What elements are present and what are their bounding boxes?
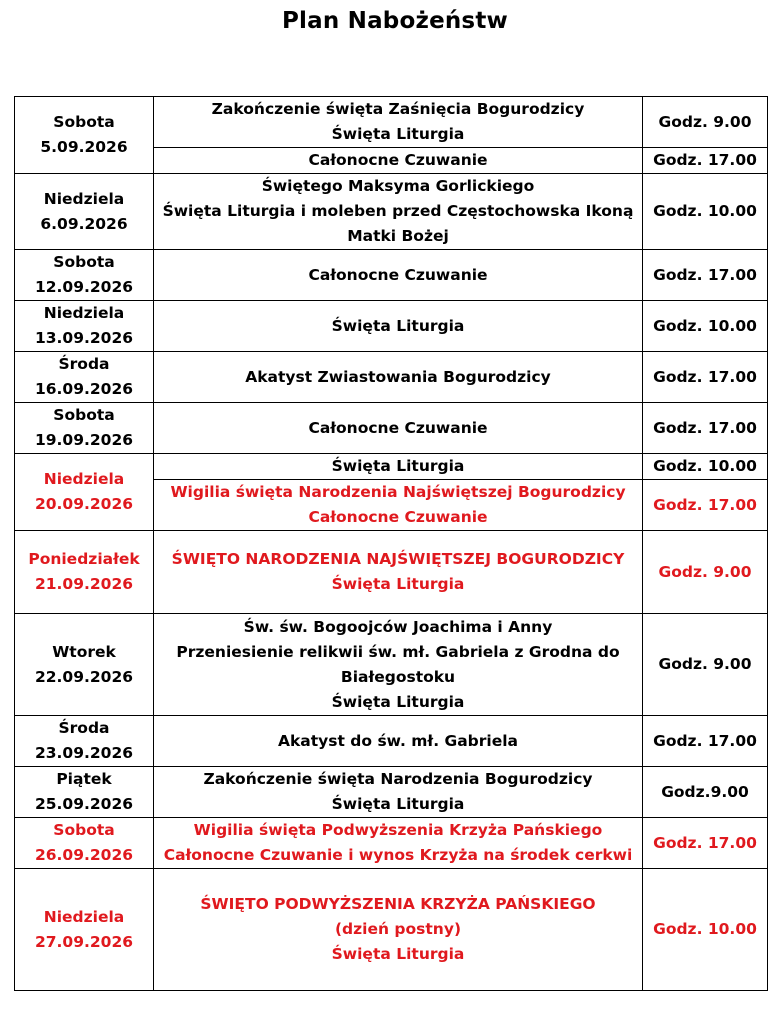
day-name: Sobota	[53, 113, 115, 131]
table-row	[15, 352, 768, 403]
table-row	[15, 250, 768, 301]
service-line: ŚWIĘTO NARODZENIA NAJŚWIĘTSZEJ BOGURODZICY	[171, 550, 625, 568]
time-cell: Godz. 9.00	[643, 97, 768, 148]
date-cell	[15, 767, 154, 818]
service-line: Święta Liturgia i moleben przed Częstochowska Ikoną	[162, 202, 634, 220]
table-row	[15, 869, 768, 991]
service-cell	[154, 148, 643, 174]
date: 5.09.2026	[40, 138, 128, 156]
table-row	[15, 174, 768, 250]
service-cell	[154, 454, 643, 480]
service-line: Święta Liturgia	[331, 945, 465, 963]
date-cell	[15, 250, 154, 301]
date: 16.09.2026	[34, 380, 134, 398]
service-line: Akatyst do św. mł. Gabriela	[278, 731, 518, 750]
date: 23.09.2026	[34, 744, 134, 762]
date: 6.09.2026	[40, 214, 128, 233]
service-line: Całonocne Czuwanie	[308, 265, 488, 284]
date: 25.09.2026	[34, 795, 134, 813]
date: 19.09.2026	[34, 431, 134, 449]
table-row	[15, 614, 768, 716]
time-cell: Godz.9.00	[643, 767, 768, 818]
day-name: Środa	[58, 719, 110, 737]
date-cell	[15, 174, 154, 250]
table-row	[15, 767, 768, 818]
service-line: ŚWIĘTO PODWYŻSZENIA KRZYŻA PAŃSKIEGO	[200, 895, 596, 913]
day-name: Niedziela	[43, 470, 125, 488]
service-line: Święta Liturgia	[331, 575, 465, 593]
service-line: Zakończenie święta Narodzenia Bogurodzicy	[203, 770, 593, 788]
service-cell	[154, 174, 643, 250]
service-cell	[154, 818, 643, 869]
date-cell	[15, 352, 154, 403]
date: 21.09.2026	[34, 575, 134, 593]
service-cell	[154, 480, 643, 531]
service-line: Zakończenie święta Zaśnięcia Bogurodzicy	[211, 100, 585, 118]
time-cell: Godz. 17.00	[643, 818, 768, 869]
date-cell	[15, 403, 154, 454]
service-cell	[154, 531, 643, 614]
service-line: Białegostoku	[340, 667, 456, 686]
time-cell: Godz. 17.00	[643, 250, 768, 301]
date-cell	[15, 869, 154, 991]
time-cell: Godz. 17.00	[643, 352, 768, 403]
service-line: Matki Bożej	[347, 227, 449, 245]
day-name: Środa	[58, 355, 110, 373]
table-row	[15, 531, 768, 614]
day-name: Piątek	[56, 770, 112, 788]
date-cell	[15, 301, 154, 352]
table-row	[15, 454, 768, 480]
table-row	[15, 97, 768, 148]
time-cell: Godz. 17.00	[643, 148, 768, 174]
service-line: Wigilia święta Podwyższenia Krzyża Pańskiego	[193, 821, 603, 839]
service-line: Całonocne Czuwanie	[308, 151, 488, 169]
service-cell	[154, 352, 643, 403]
service-cell	[154, 767, 643, 818]
service-line: Wigilia święta Narodzenia Najświętszej Bogurodzicy	[170, 483, 626, 501]
service-cell	[154, 403, 643, 454]
time-cell: Godz. 9.00	[643, 614, 768, 716]
service-line: Święta Liturgia	[331, 795, 465, 813]
service-line: Przeniesienie relikwii św. mł. Gabriela z Grodna do	[176, 642, 620, 661]
service-cell	[154, 97, 643, 148]
time-cell: Godz. 17.00	[643, 480, 768, 531]
day-name: Poniedziałek	[28, 550, 140, 568]
table-row	[15, 818, 768, 869]
day-name: Sobota	[53, 253, 115, 271]
service-line: (dzień postny)	[334, 920, 462, 938]
service-line: Święta Liturgia	[331, 125, 465, 143]
service-line: Całonocne Czuwanie	[308, 508, 488, 526]
day-name: Niedziela	[43, 907, 125, 926]
table-row	[15, 716, 768, 767]
date-cell	[15, 614, 154, 716]
schedule-table	[14, 96, 768, 991]
day-name: Niedziela	[43, 304, 125, 322]
table-row	[15, 301, 768, 352]
time-cell: Godz. 10.00	[643, 454, 768, 480]
service-line: Św. św. Bogoojców Joachima i Anny	[243, 617, 553, 636]
day-name: Wtorek	[52, 642, 116, 661]
time-cell: Godz. 10.00	[643, 869, 768, 991]
time-cell: Godz. 17.00	[643, 716, 768, 767]
service-cell	[154, 869, 643, 991]
table-row	[15, 403, 768, 454]
time-cell: Godz. 9.00	[643, 531, 768, 614]
service-line: Świętego Maksyma Gorlickiego	[261, 177, 535, 195]
date: 22.09.2026	[34, 667, 134, 686]
service-line: Święta Liturgia	[331, 692, 465, 711]
date-cell	[15, 454, 154, 531]
date-cell	[15, 716, 154, 767]
service-line: Akatyst Zwiastowania Bogurodzicy	[245, 367, 551, 386]
day-name: Niedziela	[43, 189, 125, 208]
service-line: Całonocne Czuwanie i wynos Krzyża na środek cerkwi	[163, 846, 633, 864]
service-cell	[154, 301, 643, 352]
time-cell: Godz. 10.00	[643, 174, 768, 250]
date: 12.09.2026	[34, 278, 134, 296]
service-line: Święta Liturgia	[331, 457, 465, 475]
day-name: Sobota	[53, 406, 115, 424]
date: 27.09.2026	[34, 932, 134, 951]
time-cell: Godz. 17.00	[643, 403, 768, 454]
service-line: Całonocne Czuwanie	[308, 418, 488, 437]
date-cell	[15, 818, 154, 869]
date: 26.09.2026	[34, 846, 134, 864]
service-line: Święta Liturgia	[331, 316, 465, 335]
service-cell	[154, 614, 643, 716]
time-cell: Godz. 10.00	[643, 301, 768, 352]
date-cell	[15, 531, 154, 614]
page-title: Plan Nabożeństw	[282, 8, 508, 34]
date-cell	[15, 97, 154, 174]
service-cell	[154, 250, 643, 301]
date: 13.09.2026	[34, 329, 134, 347]
date: 20.09.2026	[34, 495, 134, 513]
service-cell	[154, 716, 643, 767]
day-name: Sobota	[53, 821, 115, 839]
